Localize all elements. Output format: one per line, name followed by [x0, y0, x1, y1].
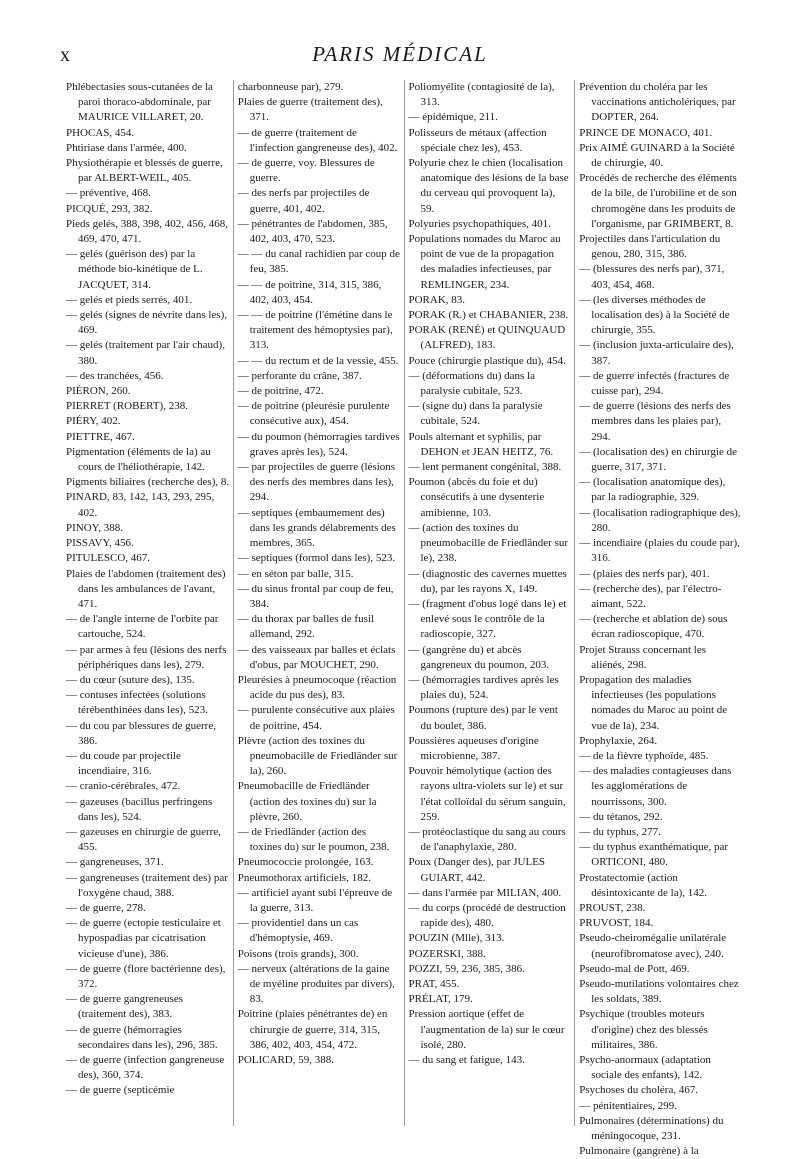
index-entry: — du sinus frontal par coup de feu, 384.: [237, 582, 394, 610]
index-entry: — du sang et fatigue, 143.: [408, 1054, 525, 1066]
index-entry: Pigments biliaires (recherche des), 8.: [66, 476, 230, 489]
index-entry: — (blessures des nerfs par), 371, 403, 454, 468.: [579, 263, 725, 291]
index-entry: Poumon (abcès du foie et du) consécutifs à une dysenterie amibienne, 103.: [408, 476, 545, 519]
index-entry: — par armes à feu (lésions des nerfs périphériques dans les), 279.: [66, 643, 227, 671]
index-entry: Propagation des maladies infectieuses (les populations nomades du Maroc au point de vue de la), 234.: [579, 673, 728, 732]
index-entry: — (diagnostic des cavernes muettes du), par les rayons X, 149.: [408, 567, 567, 595]
index-entry: — de l'angle interne de l'orbite par cartouche, 524.: [66, 613, 219, 641]
index-entry: Poux (Danger des), par JULES GUIART, 442.: [408, 856, 546, 884]
index-entry: PICQUÉ, 293, 382.: [66, 202, 153, 215]
index-entry: Plèvre (action des toxines du pneumobacille de Friedländer sur la), 260.: [237, 734, 398, 778]
index-entry: — de guerre (hémorragies secondaires dans les), 296, 385.: [66, 1023, 218, 1051]
index-column-1: [62, 80, 233, 1126]
index-entry: Psychoses du choléra, 467.: [579, 1084, 699, 1097]
index-entry: Pseudo-mal de Pott, 469.: [579, 962, 690, 975]
index-entry: — gelés (guérison des) par la méthode bio-kinétique de L. JACQUET, 314.: [66, 248, 203, 291]
index-entry: — (fragment d'obus logé dans le) et enlevé sous le contrôle de la radioscopie, 327.: [408, 597, 567, 641]
index-entry: PRINCE DE MONACO, 401.: [579, 126, 713, 139]
index-entry: — par projectiles de guerre (lésions des nerfs des membres dans les), 294.: [237, 461, 396, 504]
index-entry: PIÉRON, 260.: [66, 385, 131, 398]
index-entry: — gangreneuses, 371.: [66, 856, 164, 869]
index-entry: — épidémique, 211.: [408, 111, 498, 124]
index-entry: Projectiles dans l'articulation du genou, 280, 315, 386.: [579, 233, 721, 261]
index-entry: — incendiaire (plaies du coude par), 316.: [579, 537, 740, 565]
index-entry: PORAK, 83.: [408, 293, 466, 306]
index-entry: — gelés et pieds serrés, 401.: [66, 293, 193, 306]
index-column-4: [574, 80, 745, 1158]
index-entry: Poliomyélite (contagiosité de la), 313.: [408, 81, 555, 109]
index-entry: — — du rectum et de la vessie, 455.: [237, 354, 399, 367]
index-entry: Poumons (rupture des) par le vent du boulet, 386.: [408, 704, 558, 732]
index-entry: — des vaisseaux par balles et éclats d'obus, par MOUCHET, 290.: [237, 643, 396, 671]
index-entry: — en séton par balle, 315.: [237, 567, 354, 580]
index-entry: Pseudo-mutilations volontaires chez les soldats, 389.: [579, 977, 739, 1006]
index-entry: — nerveux (altérations de la gaine de myéline produites par divers), 83.: [237, 962, 395, 1006]
index-entry: — pénétrantes de l'abdomen, 385, 402, 403, 470, 523.: [237, 217, 388, 246]
index-entry: Procédés de recherche des éléments de la bile, de l'urobiline et de son chromogène dans les produits de l'organisme, par GRIMBERT, 8.: [579, 172, 737, 230]
index-column-2: [233, 80, 404, 1126]
index-entry: Pression aortique (effet de l'augmentation de la) sur le cœur isolé, 280.: [408, 1008, 565, 1051]
index-entry: — des maladies contagieuses dans les agglomérations de nourrissons, 300.: [579, 765, 732, 808]
running-title: PARIS MÉDICAL: [312, 42, 488, 66]
index-entry: Pneumococcie prolongée, 163.: [237, 856, 374, 869]
index-entry: — — du canal rachidien par coup de feu, 385.: [237, 248, 400, 276]
index-entry: PHOCAS, 454.: [66, 126, 135, 139]
index-entry: PINARD, 83, 142, 143, 293, 295, 402.: [66, 491, 215, 519]
index-entry: Poisons (trois grands), 300.: [237, 947, 359, 960]
index-entry: Pouls alternant et syphilis, par DEHON et JEAN HEITZ, 76.: [408, 430, 554, 458]
index-entry: PORAK (R.) et CHABANIER, 238.: [408, 309, 569, 322]
index-entry: Psychique (troubles moteurs d'origine) chez des blessés militaires, 386.: [579, 1008, 708, 1051]
index-entry: PISSAVY, 456.: [66, 537, 134, 550]
index-entry: Pulmonaire (gangrène) à la: [579, 1145, 699, 1158]
index-entry: — pénitentiaires, 299.: [579, 1099, 678, 1112]
index-entry: POZERSKI, 388.: [408, 947, 486, 960]
index-entry: — (localisation radiographique des), 280.: [579, 506, 741, 534]
index-entry: — du corps (procédé de destruction rapide des), 480.: [408, 901, 566, 930]
index-entry: — septiques (formol dans les), 523.: [237, 552, 396, 565]
index-entry: PRAT, 455.: [408, 977, 460, 990]
index-entry: Poitrine (plaies pénétrantes de) en chirurgie de guerre, 314, 315, 386, 402, 403, 454, 472.: [237, 1008, 388, 1051]
index-entry: charbonneuse par), 279.: [237, 81, 344, 93]
index-entry: — de guerre (ectopie testiculaire et hypospadias par cicatrisation vicieuse d'une), 386.: [66, 917, 221, 960]
index-entry: — des tranchées, 456.: [66, 369, 164, 382]
index-entry: PITULESCO, 467.: [66, 552, 151, 565]
index-entry: POLICARD, 59, 388.: [237, 1054, 335, 1066]
index-entry: PIÉRY, 402.: [66, 415, 121, 428]
index-entry: PIERRET (ROBERT), 238.: [66, 400, 188, 413]
index-entry: Pseudo-cheiromégalie unilatérale (neurofibromatose avec), 240.: [579, 932, 727, 960]
index-entry: POUZIN (Mlle), 313.: [408, 932, 505, 945]
index-entry: — du coude par projectile incendiaire, 316.: [66, 749, 181, 778]
index-entry: — du typhus, 277.: [579, 825, 661, 838]
index-entry: — gazeuses (bacillus perfringens dans les), 524.: [66, 795, 213, 823]
index-entry: Phtiriase dans l'armée, 400.: [66, 141, 187, 154]
index-entry: — dans l'armée par MILIAN, 400.: [408, 886, 562, 899]
index-entry: — préventive, 468.: [66, 187, 151, 200]
index-entry: — (recherche et ablation de) sous écran radioscopique, 470.: [579, 613, 728, 641]
index-entry: Pneumobacille de Friedländer (action des toxines du) sur la plèvre, 260.: [237, 780, 377, 823]
index-entry: Populations nomades du Maroc au point de vue de la propagation des maladies infectieuses, par REMLINGER, 234.: [408, 233, 561, 291]
index-entry: — de guerre, voy. Blessures de guerre.: [237, 157, 375, 185]
index-entry: — du thorax par balles de fusil allemand, 292.: [237, 613, 374, 641]
index-entry: — purulente consécutive aux plaies de poitrine, 454.: [237, 704, 395, 732]
index-entry: Prostatectomie (action désintoxicante de la), 142.: [579, 871, 708, 899]
index-entry: — gelés (signes de névrite dans les), 469.: [66, 309, 227, 337]
index-entry: Pigmentation (éléments de la) au cours de l'héliothérapie, 142.: [66, 445, 211, 474]
index-entry: Pneumothorax artificiels, 182.: [237, 871, 371, 884]
index-entry: PRÉLAT, 179.: [408, 993, 473, 1006]
index-entry: Pouce (chirurgie plastique du), 454.: [408, 354, 566, 367]
index-entry: — (recherche des), par l'électro-aimant, 522.: [579, 582, 722, 610]
index-entry: Plaies de guerre (traitement des), 371.: [237, 96, 383, 124]
index-entry: — (déformations du) dans la paralysie cubitale, 523.: [408, 369, 535, 398]
index-entry: — de guerre infectés (fractures de cuisse par), 294.: [579, 369, 730, 398]
index-entry: Polyuries psychopathiques, 401.: [408, 217, 551, 230]
index-entry: — providentiel dans un cas d'hémoptysie, 469.: [237, 917, 359, 945]
index-column-3: [404, 80, 575, 1126]
index-entry: — (action des toxines du pneumobacille de Friedländer sur le), 238.: [408, 521, 569, 565]
index-entry: — de poitrine, 472.: [237, 385, 324, 398]
index-entry: — de guerre, 278.: [66, 901, 146, 914]
index-entry: Prix AIMÉ GUINARD à la Société de chirurgie, 40.: [579, 141, 735, 170]
index-entry: Prophylaxie, 264.: [579, 734, 658, 747]
index-entry: — (signe du) dans la paralysie cubitale, 524.: [408, 400, 543, 428]
index-entry: — de guerre (septicémie: [66, 1084, 175, 1097]
index-entry: — de Friedländer (action des toxines du) sur le poumon, 238.: [237, 825, 390, 854]
index-entry: Phlébectasies sous-cutanées de la paroi thoraco-abdominale, par MAURICE VILLARET, 20.: [66, 81, 213, 124]
index-entry: PORAK (RENÉ) et QUINQUAUD (ALFRED), 183.: [408, 324, 566, 352]
index-entry: — (les diverses méthodes de localisation des) à la Société de chirurgie, 355.: [579, 293, 730, 337]
index-entry: Pulmonaires (déterminations) du méningocoque, 231.: [579, 1114, 724, 1143]
index-entry: Polisseurs de métaux (affection spéciale chez les), 453.: [408, 126, 547, 154]
index-entry: — du tétanos, 292.: [579, 810, 663, 823]
index-entry: PIETTRE, 467.: [66, 430, 135, 443]
index-entry: — protéoclastique du sang au cours de l'anaphylaxie, 280.: [408, 825, 566, 854]
index-entry: — de guerre (lésions des nerfs des membres dans les plaies par), 294.: [579, 400, 731, 443]
index-entry: Physiothérapie et blessés de guerre, par ALBERT-WEIL, 405.: [66, 157, 223, 185]
index-entry: — gelés (traitement par l'air chaud), 380.: [66, 339, 225, 367]
index-entry: — (hémorragies tardives après les plaies du), 524.: [408, 673, 559, 702]
index-entry: — de guerre (traitement de l'infection gangreneuse des), 402.: [237, 126, 398, 154]
index-entry: Plaies de l'abdomen (traitement des) dans les ambulances de l'avant, 471.: [66, 567, 226, 610]
index-entry: — du cœur (suture des), 135.: [66, 673, 195, 686]
index-entry: — artificiel ayant subi l'épreuve de la guerre, 313.: [237, 886, 393, 914]
index-entry: POZZI, 59, 236, 385, 386.: [408, 962, 525, 975]
index-entry: — du poumon (hémorragies tardives graves après les), 524.: [237, 430, 400, 458]
index-entry: — (plaies des nerfs par), 401.: [579, 567, 710, 580]
index-entry: — (inclusion juxta-articulaire des), 387.: [579, 339, 734, 367]
index-entry: PINOY, 388.: [66, 521, 123, 534]
index-entry: — (localisation anatomique des), par la radiographie, 329.: [579, 476, 726, 504]
index-entry: — de poitrine (pleurésie purulente consécutive aux), 454.: [237, 400, 390, 428]
index-entry: — gangreneuses (traitement des) par l'oxygène chaud, 388.: [66, 871, 228, 899]
index-entry: — de guerre (flore bactérienne des), 372.: [66, 962, 226, 990]
index-entry: Pleurésies à pneumocoque (réaction acide du pus des), 83.: [237, 673, 397, 702]
index-entry: — des nerfs par projectiles de guerre, 401, 402.: [237, 187, 370, 215]
index-entry: Pouvoir hémolytique (action des rayons ultra-violets sur le) et sur l'état colloïdal du sérum sanguin, 259.: [408, 765, 566, 823]
index-entry: PROUST, 238.: [579, 901, 646, 914]
index-entry: — perforante du crâne, 387.: [237, 369, 362, 382]
index-entry: Pieds gelés, 388, 398, 402, 456, 468, 469, 470, 471.: [66, 217, 228, 246]
index-columns: [62, 80, 745, 1158]
index-entry: — cranio-cérébrales, 472.: [66, 780, 181, 793]
index-entry: — lent permanent congénital, 388.: [408, 461, 562, 474]
index-entry: Polyurie chez le chien (localisation anatomique des lésions de la base du cerveau qui provoquent la), 59.: [408, 157, 569, 215]
index-entry: PRUVOST, 184.: [579, 917, 654, 930]
index-entry: — gazeuses en chirurgie de guerre, 455.: [66, 825, 221, 854]
page-number: x: [60, 44, 70, 66]
index-entry: — du typhus exanthématique, par ORTICONI, 480.: [579, 841, 729, 869]
index-entry: — de guerre (infection gangreneuse des), 360, 374.: [66, 1054, 225, 1082]
index-entry: — — de poitrine, 314, 315, 386, 402, 403, 454.: [237, 278, 382, 306]
index-entry: — — de poitrine (l'émétine dans le traitement des hémoptysies par), 313.: [237, 309, 393, 352]
index-entry: — de la fièvre typhoïde, 485.: [579, 749, 709, 762]
index-entry: Prévention du choléra par les vaccinations anticholériques, par DOPTER, 264.: [579, 81, 736, 124]
index-entry: — du cou par blessures de guerre, 386.: [66, 719, 216, 747]
index-entry: — (localisation des) en chirurgie de guerre, 317, 371.: [579, 445, 737, 474]
index-entry: — de guerre gangreneuses (traitement des), 383.: [66, 993, 183, 1021]
index-entry: — (gangrène du) et abcès gangreneux du poumon, 203.: [408, 643, 550, 671]
index-entry: — contuses infectées (solutions térébenthinées dans les), 523.: [66, 689, 208, 717]
index-entry: Projet Strauss concernant les aliénés, 298.: [579, 643, 707, 671]
index-entry: Psycho-anormaux (adaptation sociale des enfants), 142.: [579, 1054, 711, 1082]
index-entry: Poussières aqueuses d'origine microbienne, 387.: [408, 734, 539, 762]
index-entry: — septiques (embaumement des) dans les grands délabrements des membres, 365.: [237, 506, 396, 550]
